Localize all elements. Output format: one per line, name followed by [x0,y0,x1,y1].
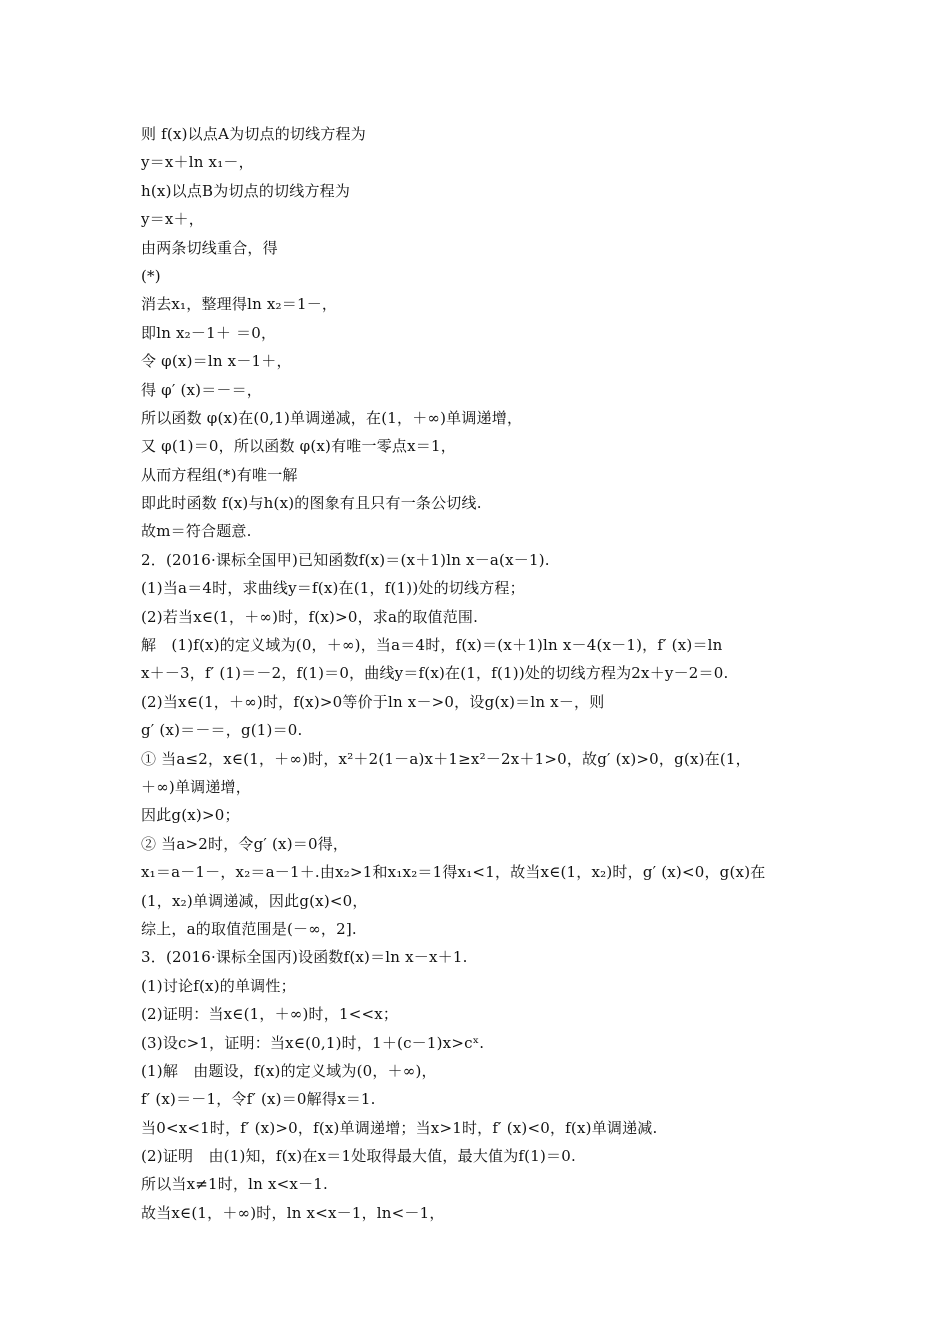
document-body [141,120,821,1227]
text-line: 故当x∈(1，＋∞)时，ln x<x－1，ln<－1， [141,1203,445,1222]
text-line: (*) [141,266,161,285]
text-line: 3．(2016·课标全国丙)设函数f(x)＝ln x－x＋1. [141,948,468,967]
text-line: 则 f(x)以点A为切点的切线方程为 [141,125,366,143]
text-line: ＋∞)单调递增， [141,777,251,796]
text-line: 又 φ(1)＝0，所以函数 φ(x)有唯一零点x＝1， [141,437,456,456]
text-line: (2)证明 由(1)知，f(x)在x＝1处取得最大值，最大值为f(1)＝0. [141,1147,576,1166]
text-line: 令 φ(x)＝ln x－1＋， [141,352,292,371]
text-line: 当0<x<1时，f′ (x)>0，f(x)单调递增；当x>1时，f′ (x)<0，f(x)单调递减. [141,1118,658,1137]
text-line: x₁＝a－1－，x₂＝a－1＋.由x₂>1和x₁x₂＝1得x₁<1，故当x∈(1，x₂)时，g′ (x)<0，g(x)在 [141,863,766,882]
text-line: 2．(2016·课标全国甲)已知函数f(x)＝(x＋1)ln x－a(x－1). [141,550,550,569]
text-line: (1)当a＝4时，求曲线y＝f(x)在(1，f(1))处的切线方程； [141,579,525,598]
text-line: f′ (x)＝－1，令f′ (x)＝0解得x＝1. [141,1090,376,1109]
text-line: (2)当x∈(1，＋∞)时，f(x)>0等价于ln x－>0，设g(x)＝ln x－，则 [141,692,605,711]
text-line: 消去x₁，整理得ln x₂＝1－， [141,295,338,314]
text-line: (1)解 由题设，f(x)的定义域为(0，＋∞)， [141,1061,437,1080]
text-line: 得 φ′ (x)＝－＝， [141,380,263,399]
text-line: 因此g(x)>0； [141,806,240,825]
text-line: (3)设c>1，证明：当x∈(0,1)时，1＋(c－1)x>cˣ. [141,1033,485,1052]
text-line: 故m＝符合题意. [141,522,252,541]
text-line: g′ (x)＝－＝，g(1)＝0. [141,721,303,740]
text-line: ① 当a≤2，x∈(1，＋∞)时，x²＋2(1－a)x＋1≥x²－2x＋1>0，故g′ (x)>0，g(x)在(1， [141,749,751,768]
text-line: (2)若当x∈(1，＋∞)时，f(x)>0，求a的取值范围. [141,607,479,626]
text-line: 所以函数 φ(x)在(0,1)单调递减，在(1，＋∞)单调递增， [141,408,523,427]
text-line: (1)讨论f(x)的单调性； [141,976,296,995]
text-line: 所以当x≠1时，ln x<x－1. [141,1175,328,1194]
text-line: 从而方程组(*)有唯一解 [141,465,298,484]
text-line: x＋－3，f′ (1)＝－2，f(1)＝0，曲线y＝f(x)在(1，f(1))处的切线方程为2x＋y－2＝0. [141,664,729,683]
text-line: ② 当a>2时，令g′ (x)＝0得， [141,834,349,853]
text-line: h(x)以点B为切点的切线方程为 [141,181,351,200]
text-line: 即此时函数 f(x)与h(x)的图象有且只有一条公切线. [141,494,482,513]
text-line: 由两条切线重合，得 [141,238,278,257]
text-line: 即ln x₂－1＋ ＝0， [141,323,277,342]
text-line: y＝x＋， [141,210,204,229]
text-line: (2)证明：当x∈(1，＋∞)时，1<<x； [141,1005,399,1024]
text-line: y＝x＋ln x₁－， [141,153,254,172]
text-line: (1，x₂)单调递减，因此g(x)<0， [141,891,368,910]
text-line: 解 (1)f(x)的定义域为(0，＋∞)，当a＝4时，f(x)＝(x＋1)ln x－4(x－1)，f′ (x)＝ln [141,636,723,655]
text-line: 综上，a的取值范围是(－∞，2]. [141,919,357,938]
